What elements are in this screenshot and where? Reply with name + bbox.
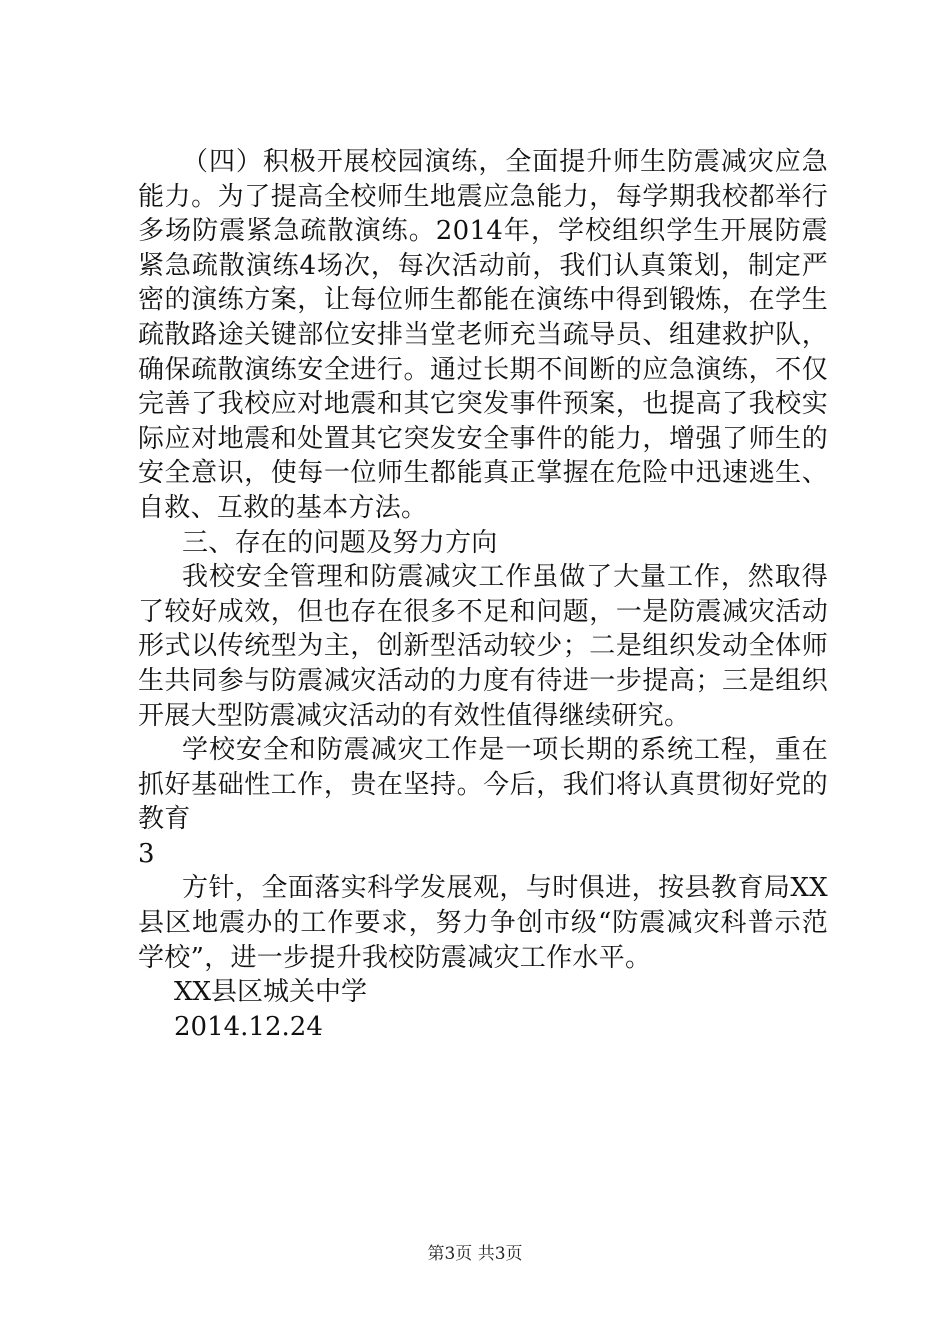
paragraph-drill: （四）积极开展校园演练，全面提升师生防震减灾应急能力。为了提高全校师生地震应急能力，每学期我校都举行多场防震紧急疏散演练。2014年，学校组织学生开展防震紧急疏散演练4场次，每次活动前，我们认真策划，制定严密的演练方案，让每位师生都能在演练中得到锻炼，在学生疏散路途关键部位安排当堂老师充当疏导员、组建救护队，确保疏散演练安全进行。通过长期不间断的应急演练，不仅完善了我校应对地震和其它突发事件预案，也提高了我校实际应对地震和处置其它突发安全事件的能力，增强了师生的安全意识，使每一位师生都能真正掌握在危险中迅速逃生、自救、互救的基本方法。	[138, 147, 828, 523]
section-heading-problems: 三、存在的问题及努力方向	[182, 527, 498, 558]
signature-school: XX县区城关中学	[174, 977, 368, 1008]
paragraph-problems: 我校安全管理和防震减灾工作虽做了大量工作，然取得了较好成效，但也存在很多不足和问题，一是防震减灾活动形式以传统型为主，创新型活动较少；二是组织发动全体师生共同参与防震减灾活动的力度有待进一步提高；三是组织开展大型防震减灾活动的有效性值得继续研究。	[138, 562, 828, 731]
paragraph-continuation: 方针，全面落实科学发展观，与时俱进，按县教育局XX县区地震办的工作要求，努力争创市级“防震减灾科普示范学校”，进一步提升我校防震减灾工作水平。	[138, 873, 828, 973]
signature-date: 2014.12.24	[174, 1011, 323, 1042]
paragraph-future: 学校安全和防震减灾工作是一项长期的系统工程，重在抓好基础性工作，贵在坚持。今后，我们将认真贯彻好党的教育	[138, 735, 828, 835]
document-body	[138, 145, 828, 1044]
page-footer: 第3页 共3页	[427, 1244, 523, 1264]
inline-page-number: 3	[138, 838, 155, 869]
